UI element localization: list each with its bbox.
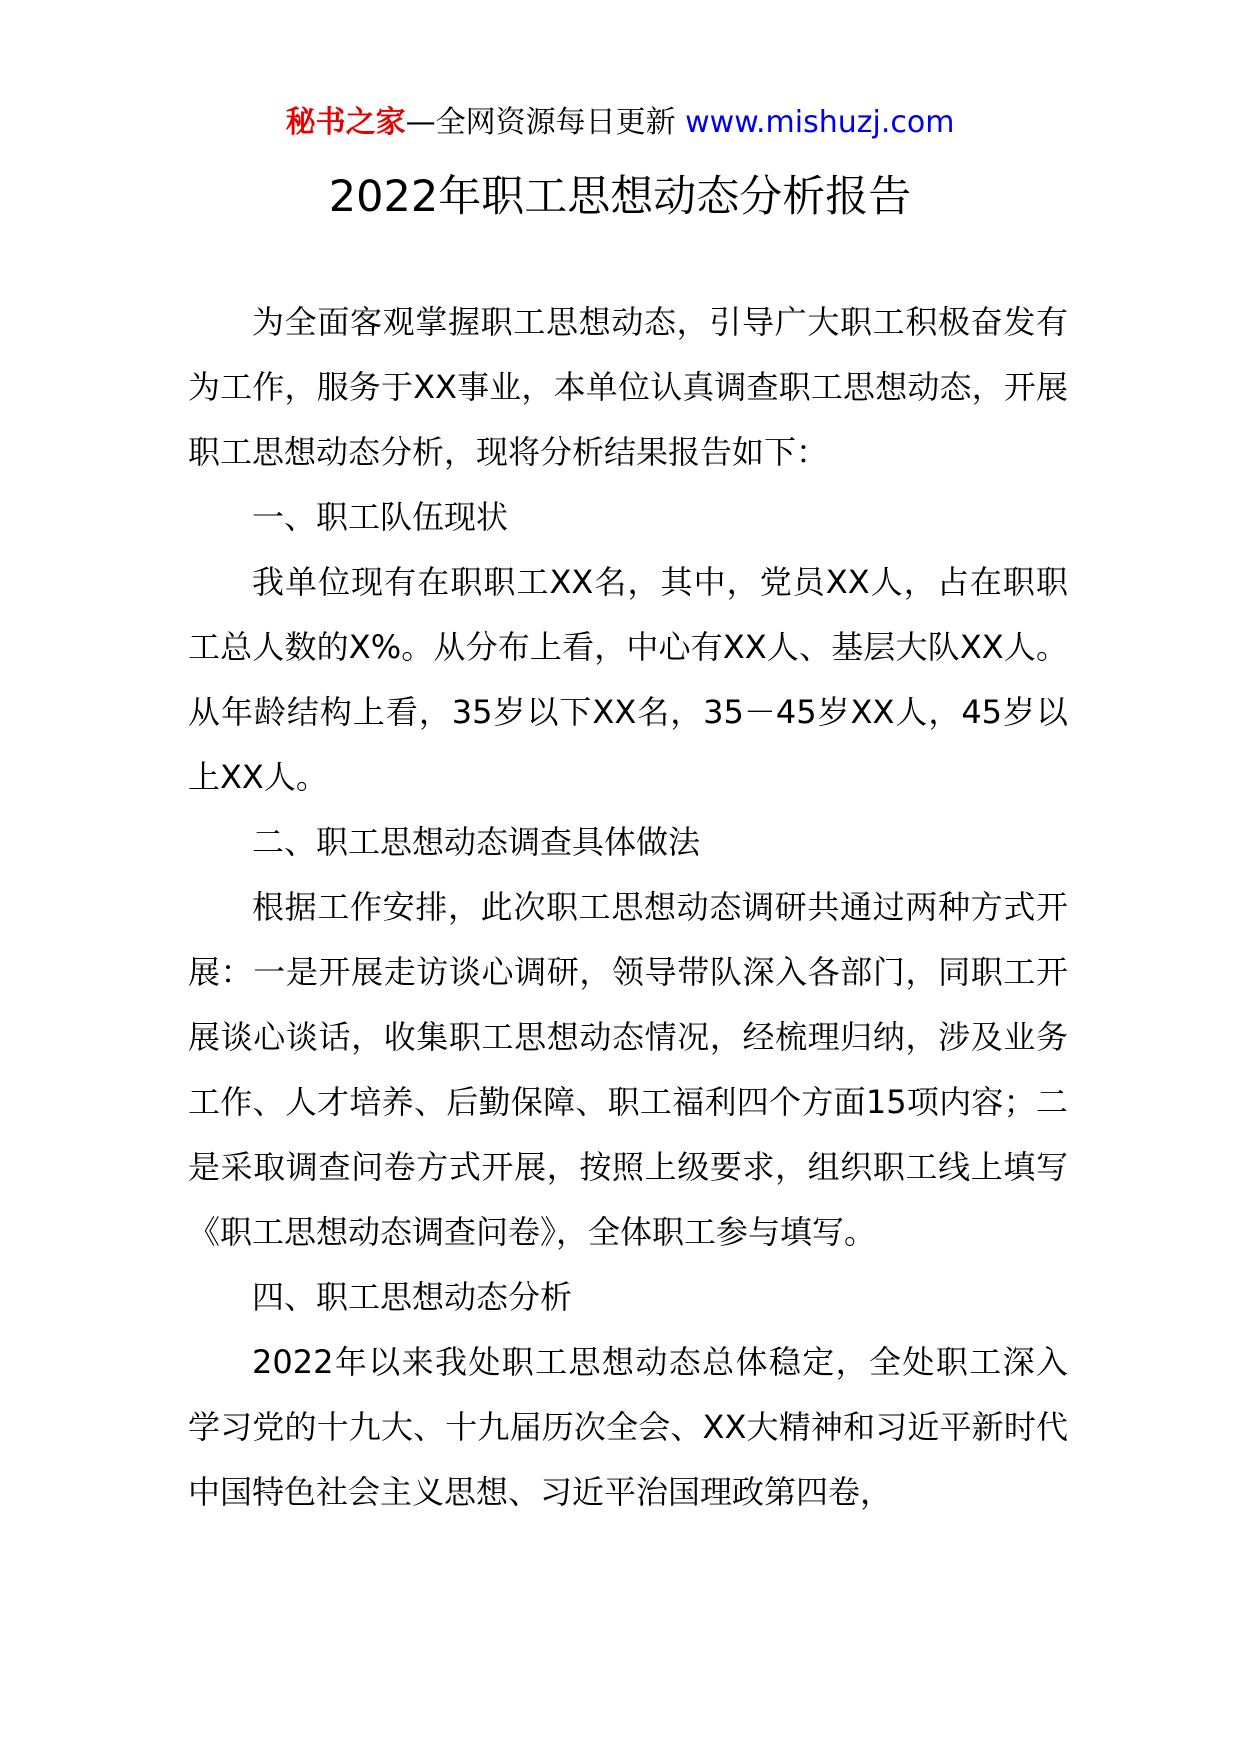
section-heading-workforce: 一、职工队伍现状 xyxy=(252,498,509,536)
section-heading-analysis: 四、职工思想动态分析 xyxy=(252,1278,573,1316)
document-title: 2022年职工思想动态分析报告 xyxy=(328,172,912,222)
section-heading-survey-method: 二、职工思想动态调查具体做法 xyxy=(252,823,701,861)
intro-paragraph: 为全面客观掌握职工思想动态，引导广大职工积极奋发有为工作，服务于XX事业，本单位认真调查职工思想动态，开展职工思想动态分析，现将分析结果报告如下： xyxy=(188,303,1068,471)
site-url-link[interactable]: www.mishuzj.com xyxy=(685,105,955,140)
workforce-paragraph: 我单位现有在职职工XX名，其中，党员XX人，占在职职工总人数的X%。从分布上看，中心有XX人、基层大队XX人。从年龄结构上看，35岁以下XX名，35－45岁XX人，45岁以上XX人。 xyxy=(188,563,1068,796)
brand-name: 秘书之家 xyxy=(285,105,406,140)
analysis-paragraph: 2022年以来我处职工思想动态总体稳定，全处职工深入学习党的十九大、十九届历次全会、XX大精神和习近平新时代中国特色社会主义思想、习近平治国理政第四卷， xyxy=(188,1343,1068,1511)
survey-method-paragraph: 根据工作安排，此次职工思想动态调研共通过两种方式开展：一是开展走访谈心调研，领导带队深入各部门，同职工开展谈心谈话，收集职工思想动态情况，经梳理归纳，涉及业务工作、人才培养、后勤保障、职工福利四个方面15项内容；二是采取调查问卷方式开展，按照上级要求，组织职工线上填写《职工思想动态调查问卷》，全体职工参与填写。 xyxy=(188,888,1068,1251)
site-header xyxy=(0,100,1240,146)
site-slogan: —全网资源每日更新 xyxy=(405,105,676,140)
document-body xyxy=(188,290,1068,1525)
